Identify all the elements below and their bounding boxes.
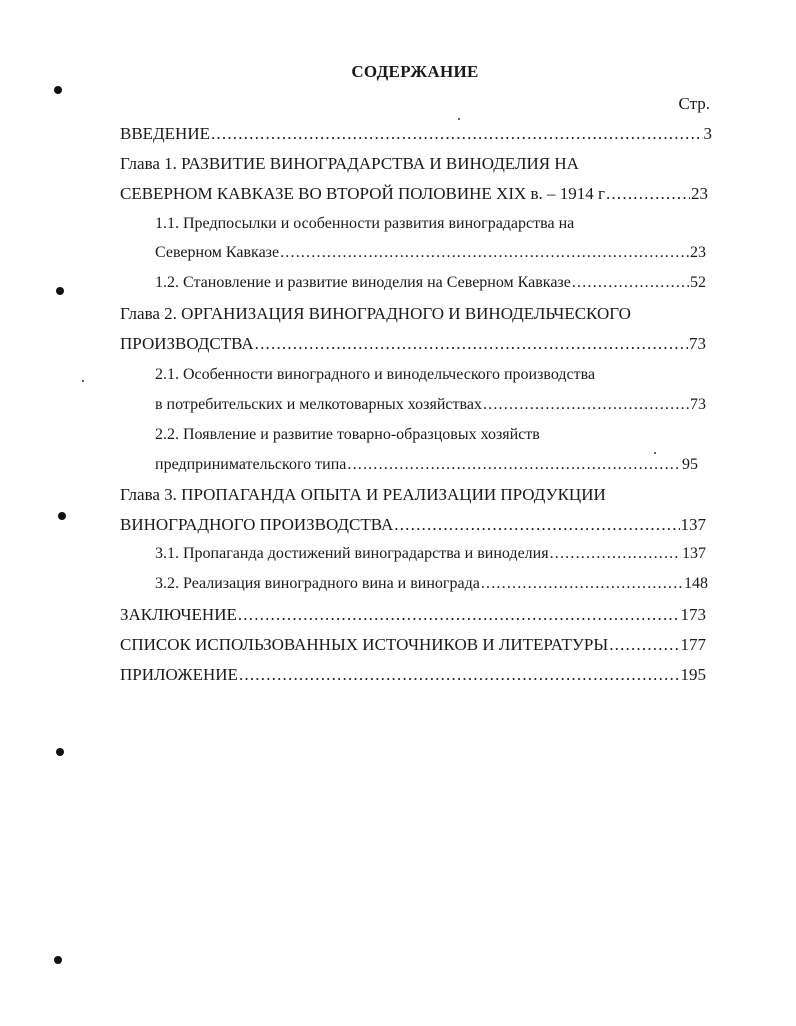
leader-dots: [394, 515, 679, 535]
leader-dots: [606, 184, 690, 204]
leader-dots: [238, 605, 680, 625]
toc-page-number: 73: [690, 396, 706, 413]
toc-entry-text: Северном Кавказе: [155, 244, 280, 261]
scan-speck: [458, 118, 460, 120]
toc-entry-text: 2.2. Появление и развитие товарно-образцовых хозяйств: [155, 426, 540, 443]
toc-entry[interactable]: [155, 575, 708, 599]
toc-entry-text: ВИНОГРАДНОГО ПРОИЗВОДСТВА: [120, 515, 394, 534]
toc-entry-text: Глава 2. ОРГАНИЗАЦИЯ ВИНОГРАДНОГО И ВИНОДЕЛЬЧЕСКОГО: [120, 304, 631, 323]
toc-entry-text: ПРОИЗВОДСТВА: [120, 334, 254, 353]
toc-page-number: 137: [682, 545, 706, 562]
toc-entry[interactable]: [120, 334, 706, 358]
toc-entry[interactable]: [120, 605, 706, 629]
leader-dots: [347, 456, 681, 474]
toc-entry-text: предпринимательского типа: [155, 456, 347, 473]
toc-entry-text: ЗАКЛЮЧЕНИЕ: [120, 605, 237, 624]
toc-entry-text: ВВЕДЕНИЕ: [120, 124, 210, 143]
toc-entry[interactable]: [120, 124, 712, 148]
toc-page-number: 195: [680, 665, 706, 684]
leader-dots: [483, 396, 689, 414]
binding-hole-mark: [58, 512, 66, 520]
toc-entry-text: 3.2. Реализация виноградного вина и винограда: [155, 575, 480, 592]
leader-dots: [255, 334, 688, 354]
toc-entry-text: в потребительских и мелкотоварных хозяйствах: [155, 396, 482, 413]
toc-entry[interactable]: [120, 665, 706, 689]
scan-speck: [654, 452, 656, 454]
toc-entry[interactable]: [155, 426, 711, 450]
toc-page-number: 73: [689, 334, 706, 353]
toc-page-number: 52: [690, 274, 706, 291]
toc-page-number: 23: [691, 184, 708, 203]
page-column-label: Стр.: [678, 94, 710, 113]
scan-speck: [82, 380, 84, 382]
toc-page-number: 3: [703, 124, 712, 143]
leader-dots: [280, 244, 689, 262]
toc-entry[interactable]: [120, 304, 712, 328]
toc-entry[interactable]: [155, 366, 711, 390]
toc-page-number: 95: [682, 456, 698, 473]
toc-page-number: 177: [680, 635, 706, 654]
toc-entry[interactable]: [155, 396, 706, 420]
toc-entry[interactable]: [120, 635, 706, 659]
binding-hole-mark: [54, 86, 62, 94]
toc-entry[interactable]: [120, 485, 712, 509]
toc-entry[interactable]: [155, 274, 706, 298]
toc-entry[interactable]: [155, 456, 698, 480]
toc-page-number: 137: [680, 515, 706, 534]
leader-dots: [481, 575, 683, 593]
binding-hole-mark: [56, 287, 64, 295]
toc-entry-text: 3.1. Пропаганда достижений виноградарства и виноделия: [155, 545, 549, 562]
toc-entry[interactable]: [120, 184, 708, 208]
toc-entry[interactable]: [155, 545, 706, 569]
toc-entry-text: ПРИЛОЖЕНИЕ: [120, 665, 238, 684]
toc-entry[interactable]: [120, 515, 706, 539]
leader-dots: [572, 274, 689, 292]
toc-entry-text: СПИСОК ИСПОЛЬЗОВАННЫХ ИСТОЧНИКОВ И ЛИТЕРАТУРЫ: [120, 635, 609, 654]
leader-dots: [211, 124, 703, 144]
toc-entry-text: 2.1. Особенности виноградного и винодельческого производства: [155, 366, 596, 383]
leader-dots: [239, 665, 680, 685]
toc-entry-text: Глава 1. РАЗВИТИЕ ВИНОГРАДАРСТВА И ВИНОДЕЛИЯ НА: [120, 154, 579, 173]
toc-entry[interactable]: [155, 244, 706, 268]
toc-page-number: 173: [680, 605, 706, 624]
toc-entry-text: 1.1. Предпосылки и особенности развития виноградарства на: [155, 215, 575, 232]
toc-entry[interactable]: [120, 154, 712, 178]
toc-entry-text: 1.2. Становление и развитие виноделия на Северном Кавказе: [155, 274, 571, 291]
toc-entry-text: СЕВЕРНОМ КАВКАЗЕ ВО ВТОРОЙ ПОЛОВИНЕ XIX в. – 1914 г: [120, 184, 606, 203]
leader-dots: [609, 635, 679, 655]
toc-entry[interactable]: [155, 215, 711, 239]
toc-page-number: 148: [684, 575, 708, 592]
toc-page-number: 23: [690, 244, 706, 261]
binding-hole-mark: [54, 956, 62, 964]
toc-entry-text: Глава 3. ПРОПАГАНДА ОПЫТА И РЕАЛИЗАЦИИ ПРОДУКЦИИ: [120, 485, 606, 504]
binding-hole-mark: [56, 748, 64, 756]
leader-dots: [550, 545, 681, 563]
page-title: СОДЕРЖАНИЕ: [351, 62, 479, 81]
